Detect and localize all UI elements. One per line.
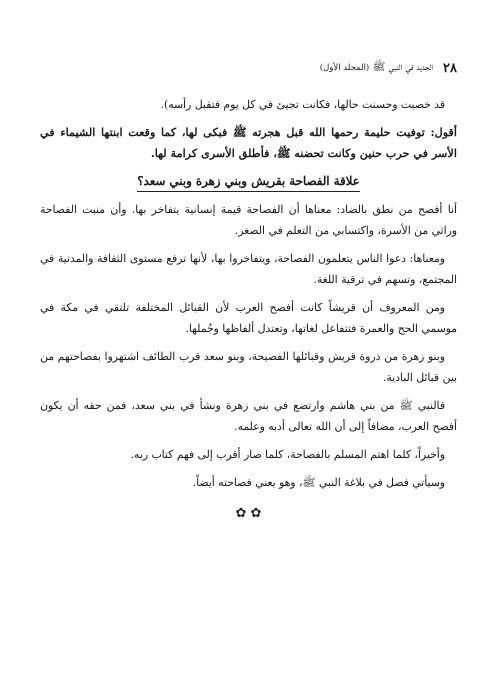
section-heading [40,171,457,192]
page-number: ٢٨ [443,61,457,76]
paragraph-quote-end: قد خصبت وحسنت حالها، فكانت تجيئ في كل يوم فتقبل رأسه). [160,98,445,111]
paragraph-7: وسيأتي فصل في بلاغة النبي ﷺ، وهو يعني فصاحته أيضاً. [192,476,445,489]
running-title [320,61,433,76]
running-title-text: الجديد في النبي ﷺ [372,61,434,73]
paragraph-author-note: أقول: توفيت حليمة رحمها الله قبل هجرته ﷺ فبكى لها، كما وقعت ابنتها الشيماء في الأسر في حرب حنين وكانت تحضنه ﷺ، فأطلق الأسرى كرامة لها. [40,125,457,160]
paragraph-3: ومن المعروف أن قريشاً كانت أفصح العرب لأن القبائل المختلفة تلتقي في مكة في موسمي الحج والعمرة فتتفاعل لغاتها، وتعتدل ألفاظها وجُملها. [40,301,457,335]
page-header [40,58,457,76]
paragraph-1: أنا أفصح من نطق بالضاد: معناها أن الفصاحة قيمة إنسانية يتفاخر بها. وأن منبت الفصاحة وراثي من الأسرة، واكتسابي من التعلم في الصغر. [40,203,457,237]
paragraph-2: ومعناها: دعوا الناس يتعلمون الفصاحة، ويتفاخروا بها، لأنها ترفع مستوى الثقافة والمدنية في المجتمع، وتسهم في ترقية اللغة. [40,252,457,286]
section-heading-text: علاقة الفصاحة بقريش وبني زهرة وبني سعد؟ [137,174,359,192]
ornament-divider [40,503,457,524]
paragraph-4: وبنو زهرة من ذروة قريش وقبائلها الفصيحة، وبنو سعد قرب الطائف اشتهروا بفصاحتهم من بين قبائل البادية. [40,350,457,384]
paragraph-6: وأخيراً، كلما اهتم المسلم بالفصاحة، كلما صار أقرب إلى فهم كتاب ربه. [130,448,445,461]
ornament-flowers: ✿ ✿ [235,506,262,521]
page-body [40,94,457,524]
paragraph-5: فالنبي ﷺ من بني هاشم وارتضع في بني زهرة ونشأ في بني سعد، فمن حقه أن يكون أفصح العرب، مضافاً إلى أن الله تعالى أدبه وعلمه. [40,399,457,433]
volume-label: (المجلد الأول) [319,63,370,73]
